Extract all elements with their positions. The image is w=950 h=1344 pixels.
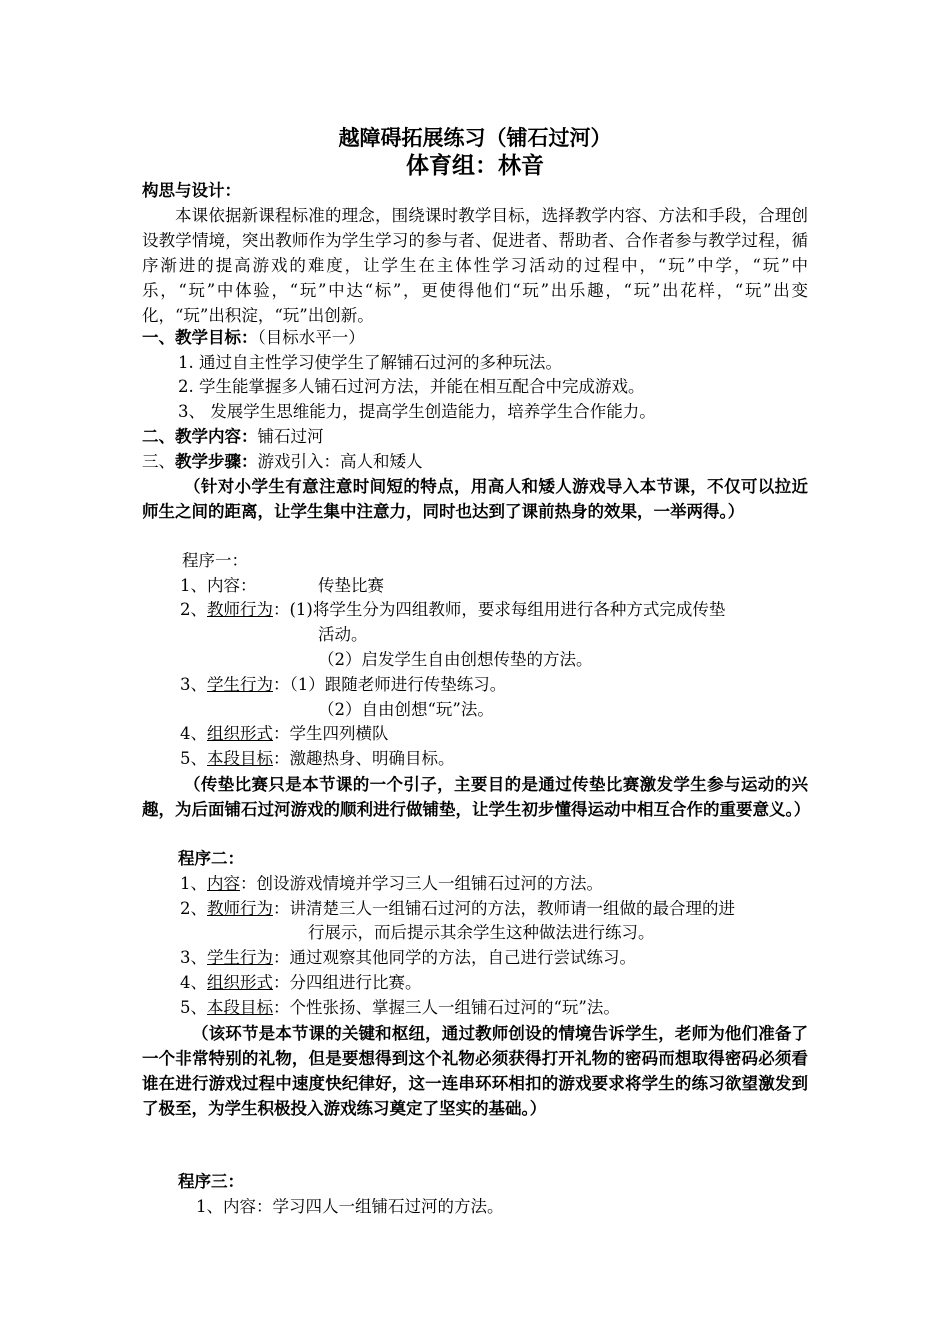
item-number: 3、 (180, 675, 207, 694)
item-number: 2、 (180, 899, 207, 918)
steps-value: 游戏引入：高人和矮人 (257, 452, 423, 471)
program1-org-line (180, 722, 389, 746)
program1-heading: 程序一： (182, 551, 248, 570)
program3-content-line: 1、内容：学习四人一组铺石过河的方法。 (196, 1197, 504, 1216)
program1-goal-text: ：激趣热身、明确目标。 (273, 749, 455, 768)
program1-teacher-label: 教师行为 (207, 600, 273, 619)
steps-prefix: 三、 (142, 452, 175, 471)
program2-org-label: 组织形式 (207, 973, 273, 992)
content-line (142, 425, 324, 449)
program2-content-text: ：创设游戏情境并学习三人一组铺石过河的方法。 (240, 874, 603, 893)
program1-teacher-text-2: 活动。 (318, 625, 368, 644)
goal-item: 3、 发展学生思维能力，提高学生创造能力，培养学生合作能力。 (178, 402, 656, 421)
program1-goal-label: 本段目标 (207, 749, 273, 768)
steps-line (142, 450, 423, 474)
program2-note: （该环节是本节课的关键和枢纽，通过教师创设的情境告诉学生，老师为他们准备了一个非常特别的礼物，但是要想得到这个礼物必须获得打开礼物的密码而想取得密码必须看谁在进行游戏过程中速度快纪律好，这一连串环环相扣的游戏要求将学生的练习欲望激发到了极至，为学生积极投入游戏练习奠定了坚实的基础。） (142, 1024, 808, 1118)
program2-student-line (180, 946, 636, 970)
program2-org-text: ：分四组进行比赛。 (273, 973, 422, 992)
design-heading: 构思与设计： (142, 181, 241, 200)
goals-heading: 一、教学目标： (142, 328, 258, 347)
steps-heading: 教学步骤： (175, 452, 258, 471)
program1-student-line (180, 673, 506, 697)
program1-teacher-line (180, 598, 725, 622)
program1-content-label: 1、内容： (180, 576, 257, 595)
program3-heading: 程序三： (178, 1172, 244, 1191)
program1-student-text: ：（1）跟随老师进行传垫练习。 (273, 675, 507, 694)
program2-teacher-text: ：讲清楚三人一组铺石过河的方法，教师请一组做的最合理的进 (273, 899, 735, 918)
item-number: 5、 (180, 998, 207, 1017)
goal-item: 2. 学生能掌握多人铺石过河方法，并能在相互配合中完成游戏。 (178, 377, 645, 396)
program1-org-text: ：学生四列横队 (273, 724, 389, 743)
item-number: 4、 (180, 724, 207, 743)
program2-goal-line (180, 996, 620, 1020)
program2-goal-label: 本段目标 (207, 998, 273, 1017)
program2-heading: 程序二： (178, 849, 244, 868)
item-number: 1、 (180, 874, 207, 893)
program2-content-line (180, 872, 603, 896)
program1-student-text-2: （2）自由创想“玩”法。 (318, 700, 494, 719)
program2-student-label: 学生行为 (207, 948, 273, 967)
program2-teacher-text-2: 行展示，而后提示其余学生这种做法进行练习。 (308, 923, 655, 942)
item-number: 4、 (180, 973, 207, 992)
item-number: 2、 (180, 600, 207, 619)
steps-note: （针对小学生有意注意时间短的特点，用高人和矮人游戏导入本节课，不仅可以拉近师生之间的距离，让学生集中注意力，同时也达到了课前热身的效果，一举两得。） (142, 477, 808, 521)
content-heading: 二、教学内容： (142, 427, 258, 446)
program1-goal-line (180, 747, 455, 771)
program1-teacher-text-3: （2）启发学生自由创想传垫的方法。 (318, 650, 593, 669)
program2-content-label: 内容 (207, 874, 240, 893)
program2-org-line (180, 971, 422, 995)
program1-note: （传垫比赛只是本节课的一个引子，主要目的是通过传垫比赛激发学生参与运动的兴趣，为后面铺石过河游戏的顺利进行做铺垫，让学生初步懂得运动中相互合作的重要意义。） (142, 775, 811, 819)
content-value: 铺石过河 (257, 427, 324, 446)
document-subtitle: 体育组：林音 (406, 153, 544, 179)
program2-goal-text: ：个性张扬、掌握三人一组铺石过河的“玩”法。 (273, 998, 620, 1017)
item-number: 3、 (180, 948, 207, 967)
goals-line (142, 326, 365, 350)
goals-level: （目标水平一） (257, 328, 365, 347)
program2-student-text: ：通过观察其他同学的方法，自己进行尝试练习。 (273, 948, 636, 967)
item-number: 5、 (180, 749, 207, 768)
program2-teacher-line (180, 897, 735, 921)
document-title: 越障碍拓展练习（铺石过河） (338, 126, 612, 150)
design-paragraph: 本课依据新课程标准的理念，围绕课时教学目标，选择教学内容、方法和手段，合理创设教学情境，突出教师作为学生学习的参与者、促进者、帮助者、合作者参与教学过程，循序渐进的提高游戏的难度，让学生在主体性学习活动的过程中，“玩”中学，“玩”中乐，“玩”中体验，“玩”中达“标”，更使得他们“玩”出乐趣，“玩”出花样，“玩”出变化，“玩”出积淀，“玩”出创新。 (142, 206, 808, 325)
goal-item: 1. 通过自主性学习使学生了解铺石过河的多种玩法。 (178, 353, 562, 372)
program1-org-label: 组织形式 (207, 724, 273, 743)
program1-content-value: 传垫比赛 (318, 576, 384, 595)
program1-teacher-text: ：(1)将学生分为四组教师，要求每组用进行各种方式完成传垫 (273, 600, 726, 619)
program2-teacher-label: 教师行为 (207, 899, 273, 918)
program1-student-label: 学生行为 (207, 675, 273, 694)
